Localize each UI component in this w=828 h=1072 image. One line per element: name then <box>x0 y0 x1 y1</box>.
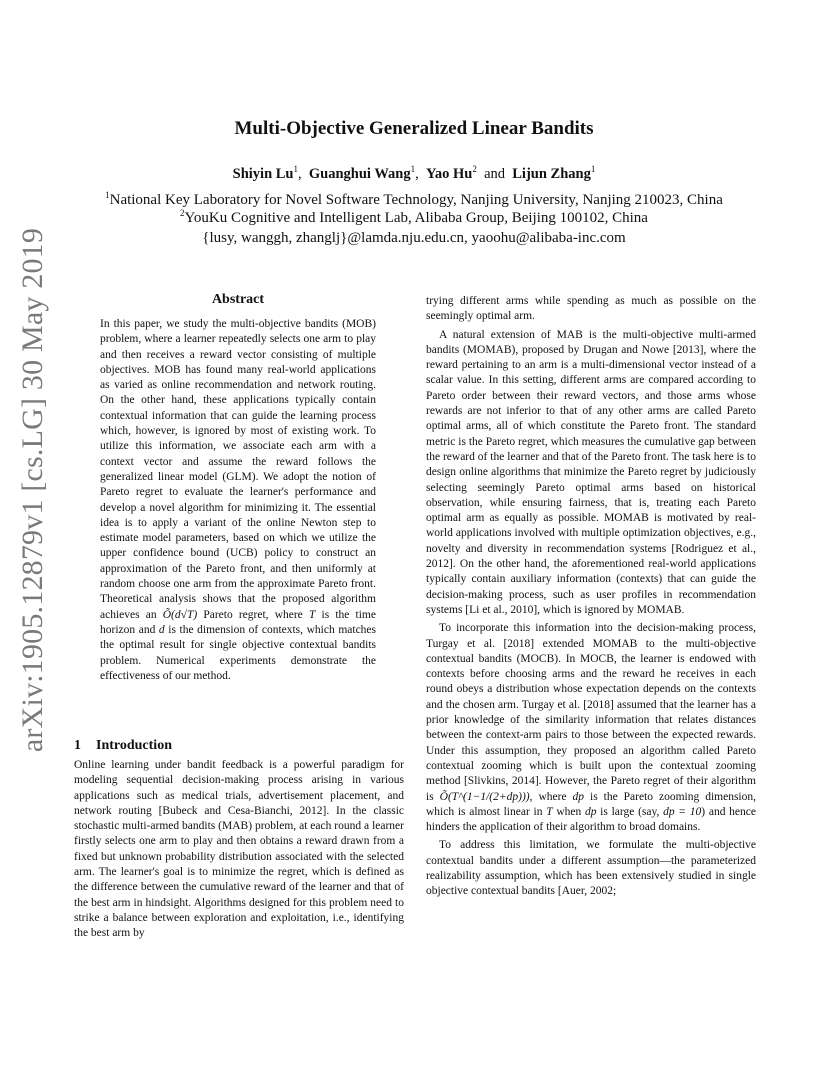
body-text: , where <box>529 790 573 803</box>
author-name: Yao Hu <box>425 165 473 182</box>
affiliation-line <box>0 190 828 209</box>
author-conjunction: and <box>484 165 505 182</box>
math-variable: T <box>308 608 316 621</box>
body-paragraph <box>426 621 756 835</box>
author-affiliation-mark: 2 <box>472 164 477 174</box>
section-heading-introduction <box>74 738 404 754</box>
math-equation: dp = 10 <box>663 805 702 818</box>
author-affiliation-mark: 1 <box>293 164 299 174</box>
affiliation-mark: 2 <box>180 208 185 218</box>
author-name: Guanghui Wang <box>308 165 411 182</box>
paper-title: Multi-Objective Generalized Linear Bandits <box>234 118 594 139</box>
body-paragraph: trying different arms while spending as much as possible on the seemingly optimal arm. <box>426 295 756 323</box>
author-affiliation-mark: 1 <box>590 164 596 174</box>
author-emails: {lusy, wanggh, zhanglj}@lamda.nju.edu.cn, yaoohu@alibaba-inc.com <box>202 230 626 246</box>
right-column-body <box>426 294 756 900</box>
regret-bound-formula: Õ(d√T) <box>162 608 198 621</box>
arxiv-identifier-text: arXiv:1905.12879v1 [cs.LG] 30 May 2019 <box>16 227 50 753</box>
affiliation-line <box>0 208 828 227</box>
author-list: Shiyin Lu$^1$, Guanghui Wang$^1$, Yao Hu$^2$ and Lijun Zhang$^1$ <box>232 164 596 182</box>
author-name: Shiyin Lu <box>232 165 294 182</box>
math-variable: dp <box>572 790 585 803</box>
introduction-body <box>74 758 404 942</box>
section-number: 1 <box>74 738 81 753</box>
author-affiliation-mark: 1 <box>410 164 416 174</box>
body-text: is large (say, <box>596 805 664 818</box>
body-paragraph: A natural extension of MAB is the multi-objective multi-armed bandits (MOMAB), proposed by Drugan and Nowe [2013], where the reward pertaining to an arm is a multi-dimensional vector instead of a scalar value. In this setting, different arms are compared according to Pareto order between their reward vectors, and those arms whose rewards are not inferior to that of any other arms are called Pareto optimal arms, all of which constitute the Pareto front. The standard metric is the Pareto regret, which measures the cumulative gap between the reward of the learner and that of the Pareto front. The task here is to design online algorithms that minimize the Pareto regret by judiciously selecting seemingly Pareto optimal arms based on historical observation, while ensuring fairness, that is, treating each Pareto optimal arm as equally as possible. MOMAB is motivated by real-world applications involved with multiple optimization objectives, e.g., novelty and diversity in recommendation systems [Rodriguez et al., 2012]. On the other hand, the aforementioned real-world applications typically contain auxiliary information (contexts) that can guide the decision-making process, such as user profiles in recommendation systems [Li et al., 2010], which is ignored by MOMAB. <box>426 328 756 616</box>
abstract-text: is the dimension of contexts, which matches the optimal result for single objective contextual bandits problem. Numerical experiments demonstrate the effectiveness of our method. <box>100 623 376 682</box>
abstract-body <box>100 317 376 684</box>
body-text: ) and hence hinders the application of their algorithm to broad domains. <box>426 805 756 834</box>
body-paragraph: To address this limitation, we formulate the multi-objective contextual bandits under a different assumption—the parameterized realizability assumption, which has been extensively studied in single objective contextual bandits [Auer, 2002; <box>426 839 756 898</box>
affiliation-text: National Key Laboratory for Novel Software Technology, Nanjing University, Nanjing 210023, China <box>109 192 723 208</box>
abstract-text: Pareto regret, where <box>197 608 309 621</box>
affiliation-text: YouKu Cognitive and Intelligent Lab, Alibaba Group, Beijing 100102, China <box>184 210 648 226</box>
abstract-paragraph <box>100 317 376 684</box>
body-text: when <box>552 805 585 818</box>
math-variable: d <box>158 623 165 636</box>
section-title: Introduction <box>96 738 172 753</box>
abstract-text: In this paper, we study the multi-objective bandits (MOB) problem, where a learner repeatedly selects one arm to play and then receives a reward vector consisting of multiple objectives. MOB has found many real-world applications as varied as online recommendation and network routing. On the other hand, these applications typically contain contextual information that can guide the learning process which, however, is ignored by most of existing work. To utilize this information, we associate each arm with a context vector and assume the reward follows the generalized linear model (GLM). We adopt the notion of Pareto regret to evaluate the learner's performance and develop a novel algorithm for minimizing it. The essential idea is to apply a variant of the online Newton step to estimate model parameters, based on which we utilize the upper confidence bound (UCB) policy to construct an approximation of the Pareto front, and then uniformly at random choose one arm from the approximate Pareto front. Theoretical analysis shows that the proposed algorithm achieves an <box>100 318 376 621</box>
body-text: To incorporate this information into the decision-making process, Turgay et al. [2018] extended MOMAB to the multi-objective contextual bandits (MOCB). In MOCB, the learner is endowed with contexts before choosing arms and the reward he receives in each round obeys a distribution whose expectation depends on the contexts and the chosen arm. Turgay et al. [2018] assumed that the learner has a prior knowledge of the similarity information that relates distances between the context-arm pairs to those between the expected rewards. Under this assumption, they proposed an algorithm called Pareto contextual zooming which is built upon the contextual zooming method [Slivkins, 2014]. However, the Pareto regret of their algorithm is <box>426 622 756 803</box>
math-variable: T <box>546 805 553 818</box>
abstract-text: is the time horizon and <box>100 608 376 636</box>
body-paragraph: Online learning under bandit feedback is a powerful paradigm for modeling sequential decision-making process arising in various applications such as medical trials, advertisement placement, and network routing [Bubeck and Cesa-Bianchi, 2012]. In the classic stochastic multi-armed bandits (MAB) problem, at each round a learner firstly selects one arm to play and then obtains a reward drawn from a fixed but unknown probability distribution associated with the selected arm. The learner's goal is to minimize the regret, which is defined as the difference between the cumulative reward of the learner and that of the best arm in hindsight. Algorithms designed for this problem need to strike a balance between exploration and exploitation, i.e., identifying the best arm by <box>74 759 404 940</box>
abstract-heading: Abstract <box>211 292 265 307</box>
author-name: Lijun Zhang <box>512 165 591 182</box>
affiliation-mark: 1 <box>105 190 110 200</box>
regret-bound-formula: Õ(T^(1−1/(2+dp))) <box>439 790 530 803</box>
body-text: is the Pareto zooming dimension, which is almost linear in <box>426 790 757 818</box>
arxiv-identifier-stamp <box>7 210 59 770</box>
math-variable: dp <box>584 805 597 818</box>
